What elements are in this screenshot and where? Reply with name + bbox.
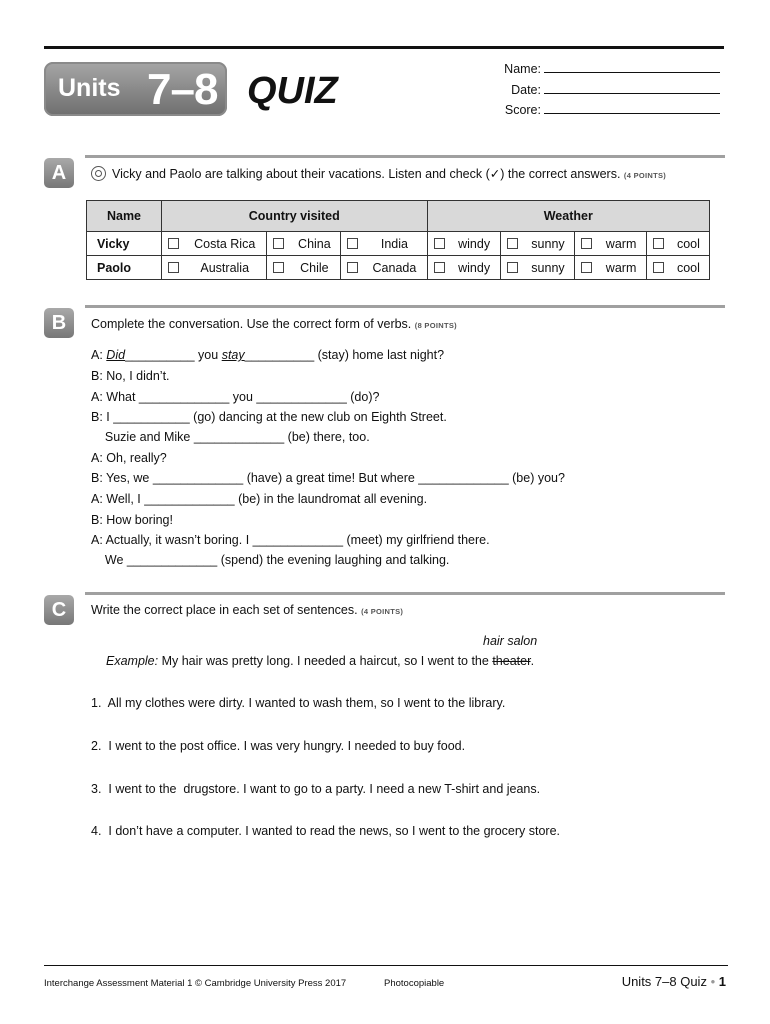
vacation-table xyxy=(86,200,710,280)
section-a-points: (4 POINTS) xyxy=(623,171,667,180)
section-a-badge: A xyxy=(44,158,74,188)
section-c-points: (4 POINTS) xyxy=(361,607,404,616)
dialog-line[interactable]: We _____________ (spend) the evening laughing and talking. xyxy=(91,553,450,567)
units-badge xyxy=(44,62,227,116)
footer-rule xyxy=(44,965,728,966)
option-checkbox[interactable]: warm xyxy=(575,232,647,256)
example-answer-2: stay xyxy=(221,348,245,362)
dialog-line[interactable]: Suzie and Mike _____________ (be) there, too. xyxy=(91,430,370,444)
example-sentence: Example: My hair was pretty long. I needed a haircut, so I went to the theater. xyxy=(106,654,535,668)
header-country: Country visited xyxy=(162,201,428,232)
section-c-badge: C xyxy=(44,595,74,625)
option-checkbox[interactable]: warm xyxy=(575,256,647,280)
question-item[interactable]: 2. I went to the post office. I was very hungry. I needed to buy food. xyxy=(91,739,466,753)
section-c-instruction xyxy=(91,603,403,617)
date-field[interactable] xyxy=(470,82,720,97)
table-row xyxy=(87,232,710,256)
section-b-rule xyxy=(85,305,725,308)
dialog-line[interactable]: A: Well, I _____________ (be) in the laundromat all evening. xyxy=(91,492,428,506)
header-weather: Weather xyxy=(427,201,709,232)
units-number: 7–8 xyxy=(147,65,218,114)
score-label: Score: xyxy=(504,103,541,117)
option-checkbox[interactable]: sunny xyxy=(500,256,575,280)
section-c-text: Write the correct place in each set of sentences. xyxy=(91,603,358,617)
option-checkbox[interactable]: cool xyxy=(646,256,709,280)
audio-icon xyxy=(91,166,106,181)
option-checkbox[interactable]: Canada xyxy=(341,256,427,280)
section-a-text: Vicky and Paolo are talking about their vacations. Listen and check (✓) the correct answers. xyxy=(112,167,621,181)
dialog-line: A: Did__________ you stay__________ (stay) home last night? xyxy=(91,348,445,362)
footer-photocopiable: Photocopiable xyxy=(384,978,445,989)
section-b-points: (8 POINTS) xyxy=(414,321,457,330)
dialog-line: B: No, I didn’t. xyxy=(91,369,170,383)
section-b-badge: B xyxy=(44,308,74,338)
footer-title: Units 7–8 Quiz xyxy=(621,974,707,989)
footer-page: Units 7–8 Quiz • 1 xyxy=(621,974,726,989)
dialog-line[interactable]: A: What _____________ you _____________ (do)? xyxy=(91,390,380,404)
page-number: 1 xyxy=(718,974,726,989)
dialog-line: A: Oh, really? xyxy=(91,451,167,465)
option-checkbox[interactable]: India xyxy=(341,232,427,256)
section-b-text: Complete the conversation. Use the correct form of verbs. xyxy=(91,317,412,331)
option-checkbox[interactable]: windy xyxy=(427,256,500,280)
option-checkbox[interactable]: Costa Rica xyxy=(162,232,267,256)
option-checkbox[interactable]: Australia xyxy=(162,256,267,280)
option-checkbox[interactable]: cool xyxy=(646,232,709,256)
top-rule xyxy=(44,46,724,49)
row-name: Paolo xyxy=(87,256,162,280)
struck-word: theater xyxy=(492,654,531,668)
header-name: Name xyxy=(87,201,162,232)
table-row xyxy=(87,256,710,280)
dialog-line[interactable]: B: I ___________ (go) dancing at the new club on Eighth Street. xyxy=(91,410,447,424)
dialog-line[interactable]: A: Actually, it wasn’t boring. I _____________ (meet) my girlfriend there. xyxy=(91,533,490,547)
option-checkbox[interactable]: sunny xyxy=(500,232,575,256)
name-field[interactable] xyxy=(470,61,720,76)
row-name: Vicky xyxy=(87,232,162,256)
example-answer-1: Did xyxy=(106,348,126,362)
dialog-line[interactable]: B: Yes, we _____________ (have) a great time! But where _____________ (be) you? xyxy=(91,471,565,485)
section-a-rule xyxy=(85,155,725,158)
score-field[interactable] xyxy=(470,102,720,117)
option-checkbox[interactable]: China xyxy=(267,232,341,256)
option-checkbox[interactable]: Chile xyxy=(267,256,341,280)
question-item[interactable]: 3. I went to the drugstore. I want to go to a party. I need a new T-shirt and jeans. xyxy=(91,782,541,796)
example-label: Example: xyxy=(106,654,159,668)
section-a-instruction xyxy=(91,166,666,181)
question-item[interactable]: 1. All my clothes were dirty. I wanted to wash them, so I went to the library. xyxy=(91,696,506,710)
name-label: Name: xyxy=(504,62,541,76)
question-item[interactable]: 4. I don’t have a computer. I wanted to read the news, so I went to the grocery store. xyxy=(91,824,561,838)
quiz-title: QUIZ xyxy=(247,70,338,112)
units-label: Units xyxy=(58,74,121,102)
date-label: Date: xyxy=(511,83,541,97)
footer-copyright: Interchange Assessment Material 1 © Cambridge University Press 2017 xyxy=(44,978,347,989)
section-c-rule xyxy=(85,592,725,595)
option-checkbox[interactable]: windy xyxy=(427,232,500,256)
example-correction: hair salon xyxy=(483,634,538,648)
section-b-instruction xyxy=(91,317,457,331)
dialog-line: B: How boring! xyxy=(91,513,173,527)
